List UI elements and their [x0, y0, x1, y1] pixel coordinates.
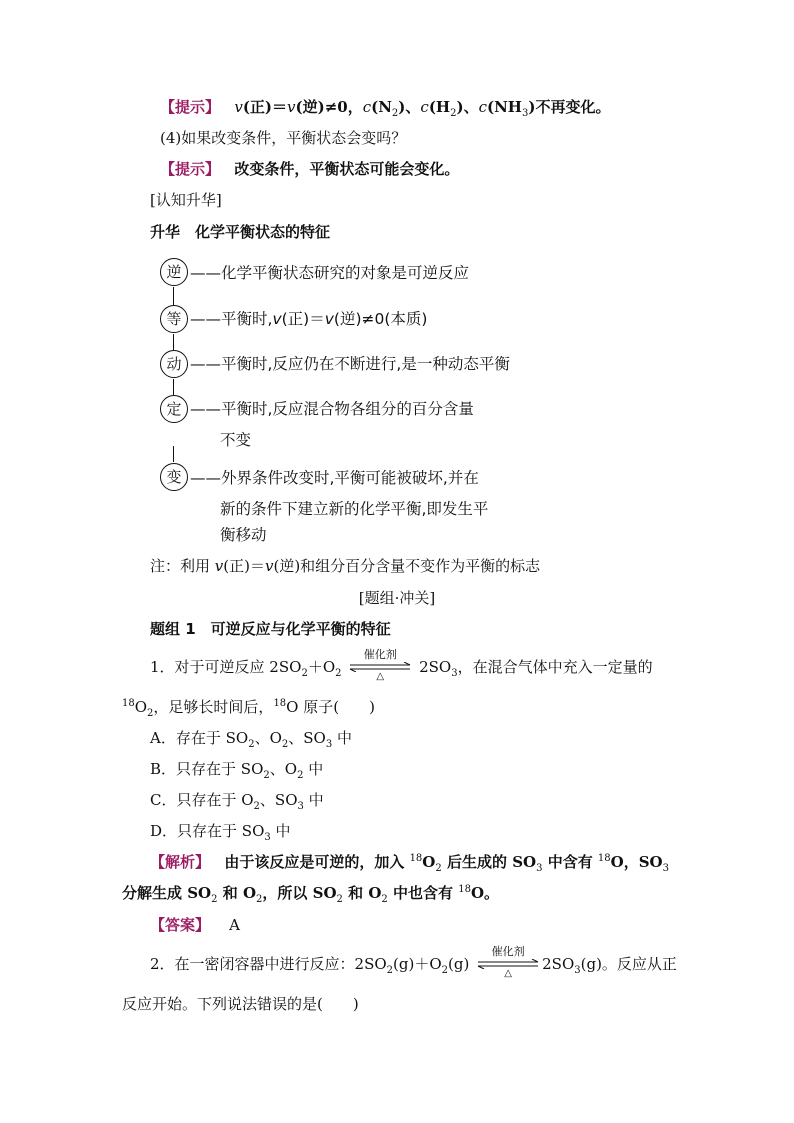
q1-option-c[interactable]: C．只存在于 $O_2$、$SO_3$ 中 [150, 791, 324, 812]
analysis-tag: 【解析】 [150, 853, 211, 871]
hint-line-2: 【提示】 改变条件，平衡状态可能会变化。 [160, 160, 460, 178]
feature-bian-text-3: 衡移动 [220, 526, 267, 544]
feature-ni-text: ——化学平衡状态研究的对象是可逆反应 [190, 264, 470, 282]
feature-bian-text: ——外界条件改变时,平衡可能被破坏,并在 [190, 469, 479, 487]
hint-line-1: 【提示】 v(正)＝v(逆)≠0，$c(N_2)$、$c(H_2)$、$c(NH_3)$不再变化。 [160, 98, 611, 119]
q1-answer-value: A [229, 916, 240, 934]
reversible-arrow-q1: 催化剂 △ [348, 658, 412, 678]
q1-analysis-line-2: 分解生成 $SO_2$ 和 $O_2$，所以 $SO_2$ 和 $O_2$ 中也含有 $^{18}$O。 [122, 884, 500, 905]
hint-tag: 【提示】 [160, 98, 221, 116]
q2-stem-line-2: 反应开始。下列说法错误的是( ) [122, 995, 359, 1013]
feature-bian-text-2: 新的条件下建立新的化学平衡,即发生平 [220, 500, 489, 518]
upgrade-title: 升华 化学平衡状态的特征 [150, 223, 331, 241]
q1-analysis-line-1: 【解析】 由于该反应是可逆的，加入 $^{18}O_2$ 后生成的 $SO_3$ 中含有 $^{18}$O，$SO_3$ [150, 853, 669, 874]
q1-option-b[interactable]: B．只存在于 $SO_2$、$O_2$ 中 [150, 760, 324, 781]
q2-stem-line-1: 2．在一密闭容器中进行反应：$2SO_2(g)+O_2(g)$ 催化剂 △ $2SO_3(g)$。反应从正 [150, 945, 677, 979]
feature-dong-text: ——平衡时,反应仍在不断进行,是一种动态平衡 [190, 355, 510, 373]
reversible-arrow-q2: 催化剂 △ [476, 955, 540, 975]
q1-stem-line-1: 1．对于可逆反应 $2SO_2+O_2$ 催化剂 △ $2SO_3$，在混合气体中充入一定量的 [150, 648, 653, 682]
hint-tag-2: 【提示】 [160, 160, 221, 178]
q1-stem-line-2: $^{18}O_2$，足够长时间后，$^{18}$O 原子( ) [122, 698, 375, 719]
note-line: 注：利用 v(正)＝v(逆)和组分百分含量不变作为平衡的标志 [150, 557, 541, 575]
circle-ni: 逆 [160, 258, 188, 286]
question-4: (4)如果改变条件，平衡状态会变吗？ [160, 129, 407, 147]
connector-1 [173, 287, 174, 305]
circle-ding: 定 [160, 395, 188, 423]
circle-dong: 动 [160, 350, 188, 378]
circle-deng: 等 [160, 305, 188, 333]
q1-answer-line [150, 915, 240, 935]
connector-3 [173, 379, 174, 395]
feature-ding-text: ——平衡时,反应混合物各组分的百分含量 [190, 400, 474, 418]
feature-deng-text: ——平衡时,v(正)＝v(逆)≠0(本质) [190, 310, 428, 328]
section-group: [题组·冲关] [358, 589, 436, 607]
q1-option-d[interactable]: D．只存在于 $SO_3$ 中 [150, 822, 291, 843]
circle-bian: 变 [160, 463, 188, 491]
feature-ding-text-2: 不变 [220, 431, 252, 449]
group-title: 题组 1 可逆反应与化学平衡的特征 [150, 620, 391, 638]
q1-option-a[interactable]: A．存在于 $SO_2$、$O_2$、$SO_3$ 中 [150, 729, 352, 750]
connector-2 [173, 334, 174, 350]
connector-4 [173, 446, 174, 462]
answer-tag: 【答案】 [150, 916, 211, 934]
section-upgrade: [认知升华] [150, 191, 222, 209]
